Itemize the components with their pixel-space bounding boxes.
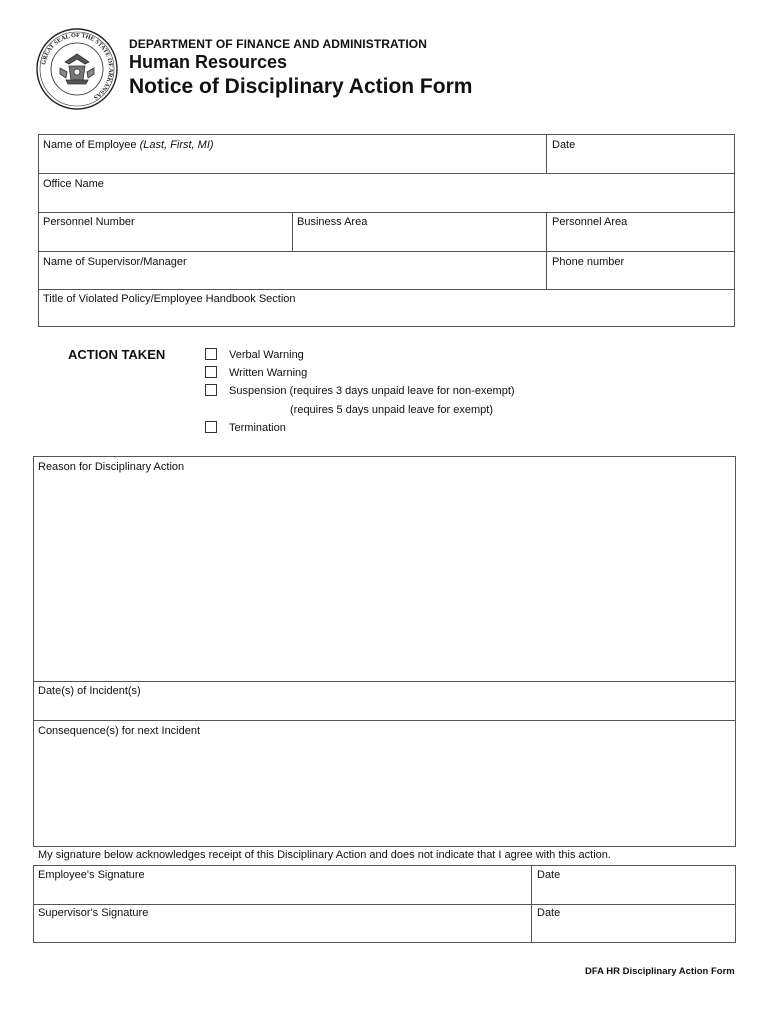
divider (546, 212, 547, 289)
suspension-checkbox[interactable] (205, 384, 217, 396)
divider (33, 720, 736, 721)
divider (531, 865, 532, 943)
business-area-field[interactable]: Business Area (297, 216, 368, 228)
verbal-warning-label: Verbal Warning (229, 349, 304, 361)
employee-signature-date-field[interactable]: Date (537, 869, 561, 881)
state-seal-logo (36, 28, 118, 110)
details-table (33, 456, 736, 847)
written-warning-checkbox[interactable] (205, 366, 217, 378)
svg-text:GREAT SEAL OF THE STATE OF ARK: GREAT SEAL OF THE STATE OF ARKANSAS (40, 31, 115, 101)
supervisor-signature-field[interactable]: Supervisor's Signature (38, 907, 149, 919)
suspension-label: Suspension (requires 3 days unpaid leave for non-exempt) (229, 385, 515, 397)
personnel-number-field[interactable]: Personnel Number (43, 216, 135, 228)
personnel-area-field[interactable]: Personnel Area (552, 216, 628, 228)
suspension-exempt-note: (requires 5 days unpaid leave for exempt) (290, 404, 493, 416)
form-title: Notice of Disciplinary Action Form (129, 75, 473, 98)
termination-checkbox[interactable] (205, 421, 217, 433)
employee-name-field[interactable] (43, 139, 214, 151)
acknowledgement-text: My signature below acknowledges receipt of this Disciplinary Action and does not indicate that I agree with this action. (38, 849, 611, 861)
department-name: DEPARTMENT OF FINANCE AND ADMINISTRATION (129, 37, 427, 51)
divider (292, 212, 293, 251)
supervisor-signature-date-field[interactable]: Date (537, 907, 561, 919)
phone-number-field[interactable]: Phone number (552, 256, 625, 268)
office-name-field[interactable]: Office Name (43, 178, 104, 190)
date-field[interactable]: Date (552, 139, 576, 151)
verbal-warning-checkbox[interactable] (205, 348, 217, 360)
termination-label: Termination (229, 422, 286, 434)
employee-name-hint: (Last, First, MI) (139, 139, 214, 151)
divider (38, 173, 735, 174)
action-taken-heading: ACTION TAKEN (68, 347, 166, 362)
division-name: Human Resources (129, 52, 288, 72)
divider (38, 212, 735, 213)
supervisor-name-field[interactable]: Name of Supervisor/Manager (43, 256, 187, 268)
employee-signature-field[interactable]: Employee's Signature (38, 869, 145, 881)
divider (33, 681, 736, 682)
employee-name-label: Name of Employee (43, 139, 137, 151)
written-warning-label: Written Warning (229, 367, 308, 379)
divider (33, 904, 736, 905)
violated-policy-field[interactable]: Title of Violated Policy/Employee Handbook Section (43, 293, 296, 305)
form-id: DFA HR Disciplinary Action Form (585, 966, 735, 977)
divider (38, 251, 735, 252)
divider (546, 134, 547, 173)
incident-dates-field[interactable]: Date(s) of Incident(s) (38, 685, 141, 697)
reason-field[interactable]: Reason for Disciplinary Action (38, 461, 185, 473)
divider (38, 289, 735, 290)
consequences-field[interactable]: Consequence(s) for next Incident (38, 725, 201, 737)
